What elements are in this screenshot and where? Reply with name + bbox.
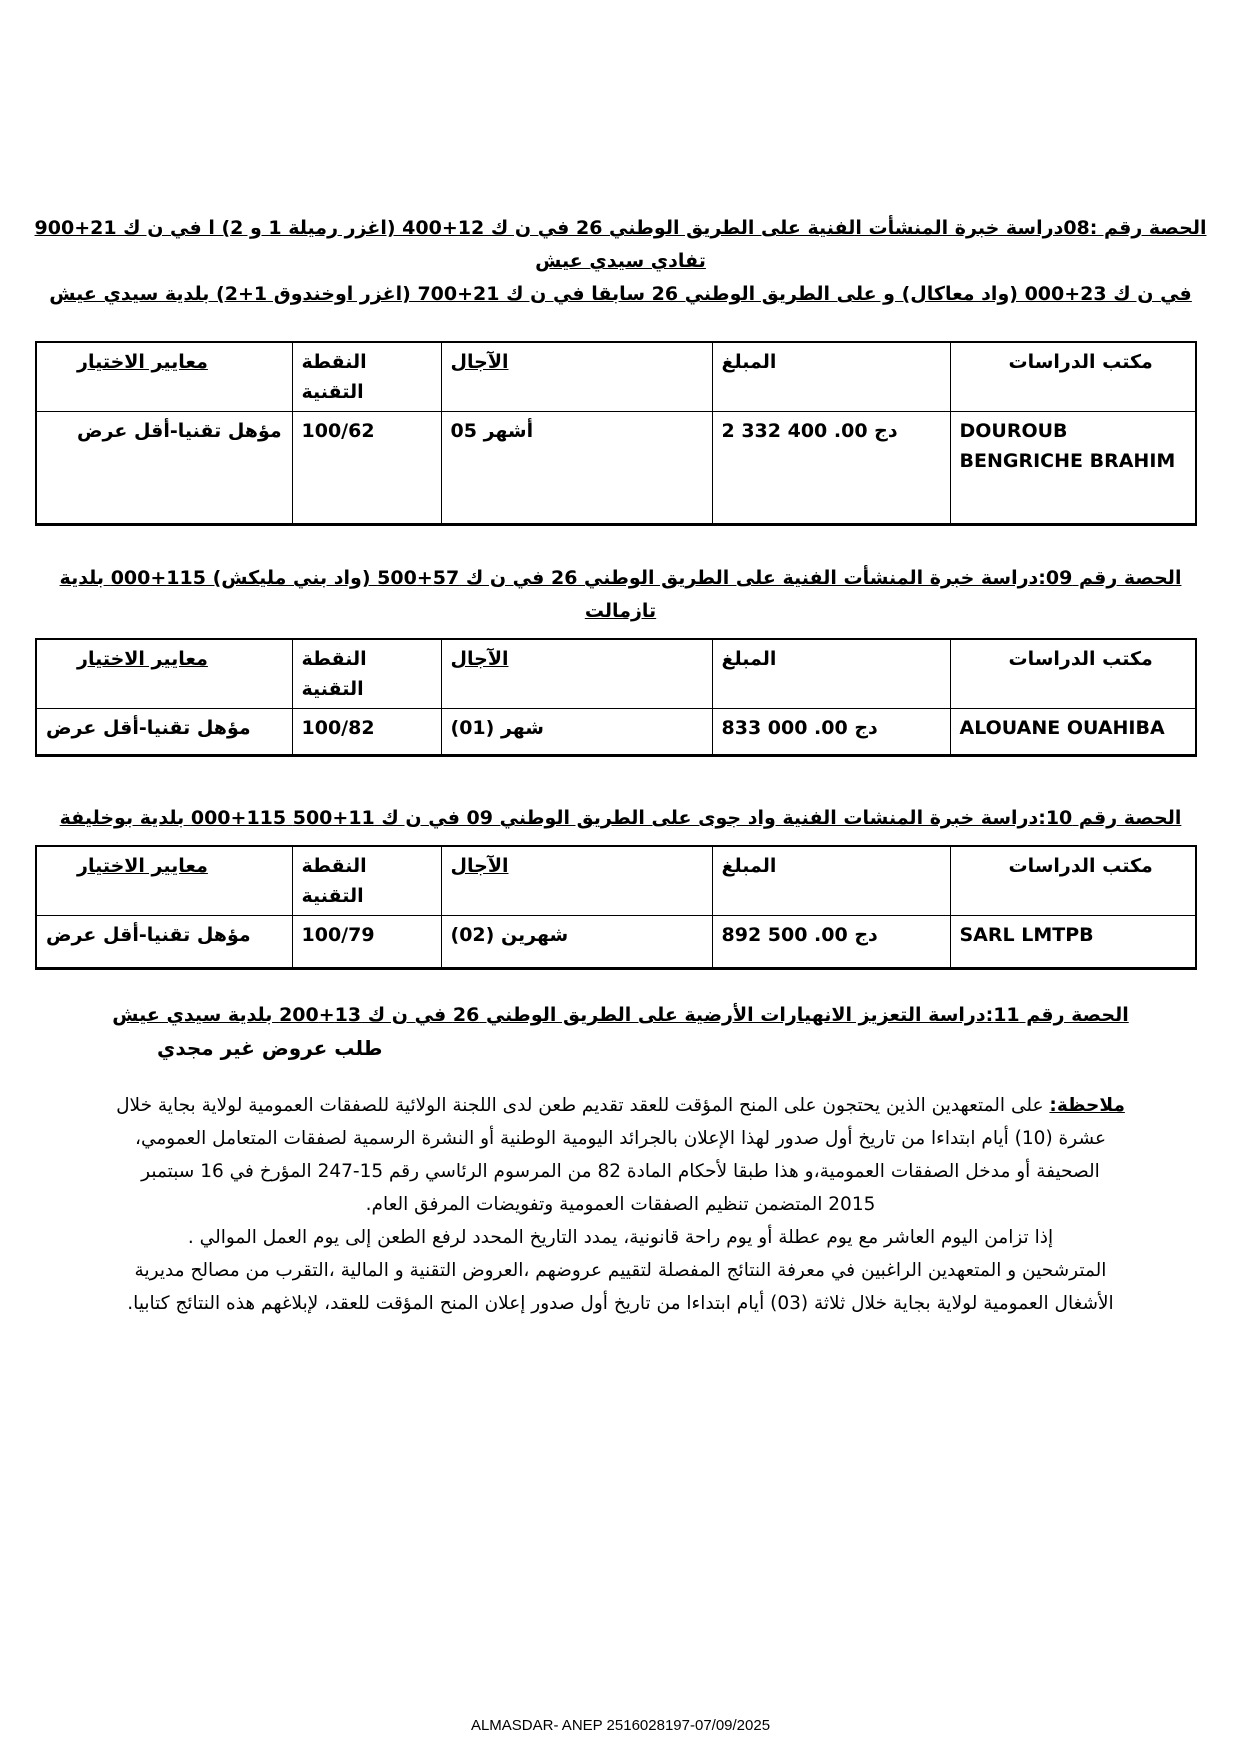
cell-criteria: مؤهل تقنيا-أقل عرض xyxy=(36,412,292,525)
header-criteria: معايير الاختيار xyxy=(36,846,292,916)
cell-amount: 833 000 .00 دج xyxy=(712,709,950,756)
header-office: مكتب الدراسات xyxy=(950,639,1196,709)
header-criteria: معايير الاختيار xyxy=(36,342,292,412)
note-line-1-text: على المتعهدين الذين يحتجون على المنح المؤقت للعقد تقديم طعن لدى اللجنة الولائية للصفقات العمومية لولاية بجاية خلال xyxy=(116,1095,1044,1116)
cell-criteria: مؤهل تقنيا-أقل عرض xyxy=(36,709,292,756)
lot-10-title: الحصة رقم 10:دراسة خبرة المنشات الفنية واد جوى على الطريق الوطني 09 في ن ك 11+500 115+000 بلدية بوخليفة xyxy=(59,807,1182,829)
header-deadline: الآجال xyxy=(441,846,712,916)
lot-11-status: طلب عروض غير مجدي xyxy=(157,1036,383,1060)
cell-office: SARL LMTPB xyxy=(950,916,1196,969)
lot-11-title: الحصة رقم 11:دراسة التعزيز الانهيارات الأرضية على الطريق الوطني 26 في ن ك 13+200 بلدية سيدي عيش xyxy=(112,1004,1129,1026)
lot-08-title-line-2: في ن ك 23+000 (واد معاكال) و على الطريق الوطني 26 سابقا في ن ك 21+700 (اغزر اوخندوق 1+2) بلدية سيدي عيش xyxy=(49,283,1192,305)
header-amount: المبلغ xyxy=(712,639,950,709)
cell-office: ALOUANE OUAHIBA xyxy=(950,709,1196,756)
lot-09-table-header-row xyxy=(36,639,1196,709)
note-line-4: 2015 المتضمن تنظيم الصفقات العمومية وتفويضات المرفق العام. xyxy=(365,1194,876,1215)
lot-09-title: الحصة رقم 09:دراسة خبرة المنشأت الفنية على الطريق الوطني 26 في ن ك 57+500 (واد بني مليكش) 115+000 بلدية تازمالت xyxy=(59,567,1182,622)
lot-08-table-header-row xyxy=(36,342,1196,412)
lot-10-table-data-row xyxy=(36,916,1196,969)
cell-amount: 2 332 400 .00 دج xyxy=(712,412,950,525)
header-score: النقطة التقنية xyxy=(292,639,441,709)
note-line-3: الصحيفة أو مدخل الصفقات العمومية،و هذا طبقا لأحكام المادة 82 من المرسوم الرئاسي رقم 15-247 المؤرخ في 16 سبتمبر xyxy=(141,1161,1100,1182)
note-line-7: الأشغال العمومية لولاية بجاية خلال ثلاثة (03) أيام ابتداءا من تاريخ أول صدور إعلان المنح المؤقت للعقد، لإبلاغهم هذه النتائج كتابيا. xyxy=(127,1293,1114,1314)
header-score: النقطة التقنية xyxy=(292,846,441,916)
header-amount: المبلغ xyxy=(712,342,950,412)
lot-08-title xyxy=(30,212,1211,311)
lot-10-table xyxy=(35,845,1197,970)
lot-08-table-data-row xyxy=(36,412,1196,525)
cell-score: 100/79 xyxy=(292,916,441,969)
header-criteria: معايير الاختيار xyxy=(36,639,292,709)
cell-score: 100/62 xyxy=(292,412,441,525)
note-paragraph xyxy=(30,1089,1211,1320)
cell-deadline: 05 أشهر xyxy=(441,412,712,525)
lot-08-table xyxy=(35,341,1197,526)
lot-09-table-data-row xyxy=(36,709,1196,756)
cell-deadline: شهر (01) xyxy=(441,709,712,756)
note-line-2: عشرة (10) أيام ابتداءا من تاريخ أول صدور لهذا الإعلان بالجرائد اليومية الوطنية أو النشرة الرسمية لصفقات المتعامل العمومي، xyxy=(135,1128,1106,1149)
lot-09-table xyxy=(35,638,1197,757)
anep-footer: ALMASDAR- ANEP 2516028197-07/09/2025 xyxy=(470,1717,771,1734)
lot-10-table-header-row xyxy=(36,846,1196,916)
lot-08-title-line-1: الحصة رقم :08دراسة خبرة المنشأت الفنية على الطريق الوطني 26 في ن ك 12+400 (اغزر رميلة 1 و 2) ا في ن ك 21+900 تفادي سيدي عيش xyxy=(34,217,1207,272)
cell-office: DOUROUB BENGRICHE BRAHIM xyxy=(950,412,1196,525)
cell-amount: 892 500 .00 دج xyxy=(712,916,950,969)
cell-deadline: شهرين (02) xyxy=(441,916,712,969)
note-line-1 xyxy=(30,1089,1211,1122)
note-line-5: إذا تزامن اليوم العاشر مع يوم عطلة أو يوم راحة قانونية، يمدد التاريخ المحدد لرفع الطعن إلى يوم العمل الموالي . xyxy=(187,1227,1054,1248)
cell-score: 100/82 xyxy=(292,709,441,756)
header-deadline: الآجال xyxy=(441,639,712,709)
header-deadline: الآجال xyxy=(441,342,712,412)
header-office: مكتب الدراسات xyxy=(950,846,1196,916)
header-amount: المبلغ xyxy=(712,846,950,916)
cell-criteria: مؤهل تقنيا-أقل عرض xyxy=(36,916,292,969)
note-label: ملاحظة: xyxy=(1049,1095,1125,1116)
header-score: النقطة التقنية xyxy=(292,342,441,412)
header-office: مكتب الدراسات xyxy=(950,342,1196,412)
note-line-6: المترشحين و المتعهدين الراغبين في معرفة النتائج المفصلة لتقييم عروضهم ،العروض التقنية و المالية ،التقرب من مصالح مديرية xyxy=(134,1260,1107,1281)
